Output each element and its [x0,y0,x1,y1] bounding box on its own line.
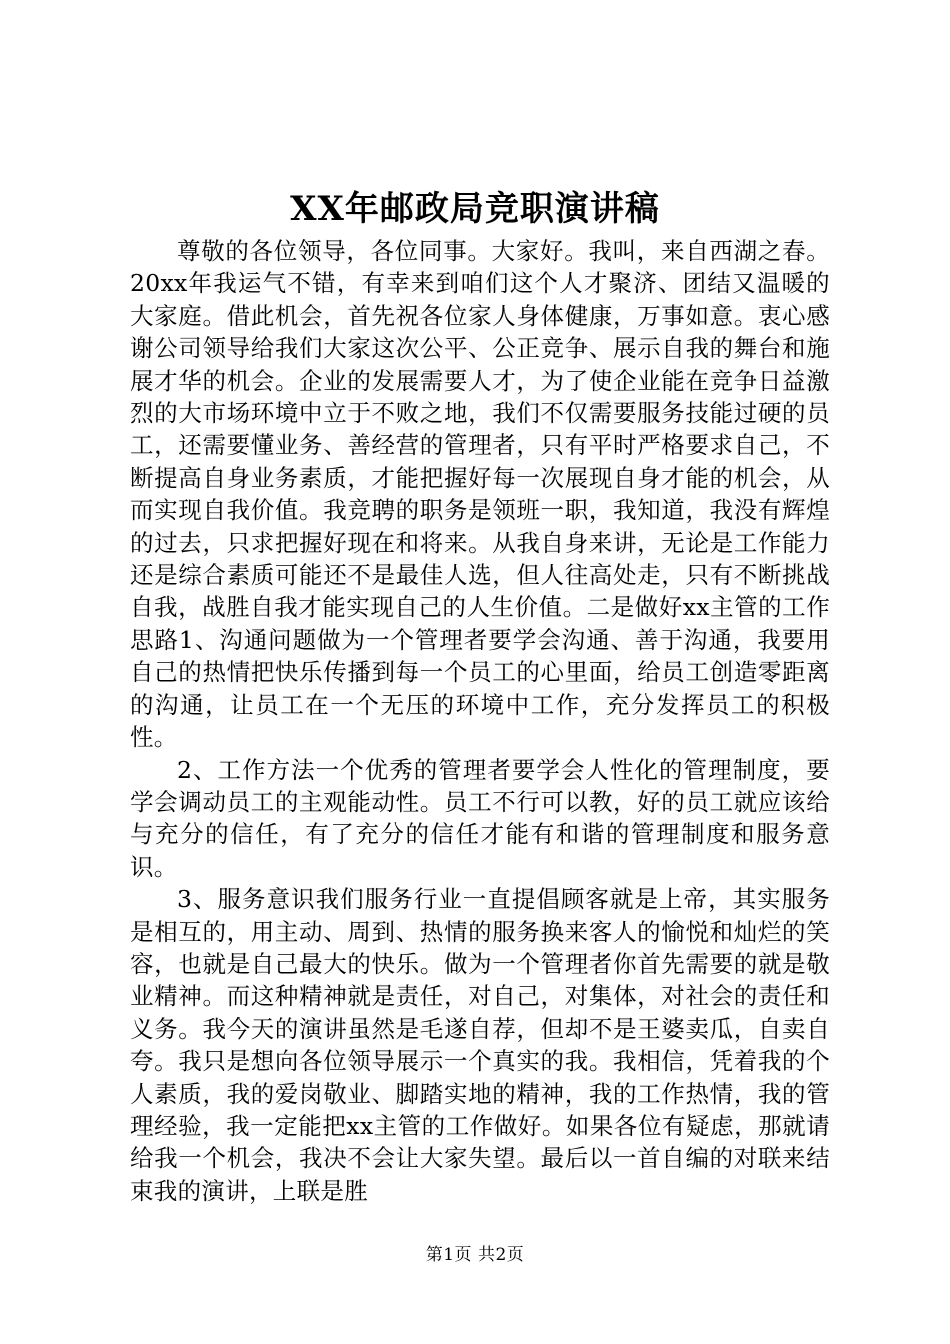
paragraph-3: 3、服务意识我们服务行业一直提倡顾客就是上帝，其实服务是相互的，用主动、周到、热情的服务换来客人的愉悦和灿烂的笑容，也就是自己最大的快乐。做为一个管理者你首先需要的就是敬业精神。而这种精神就是责任，对自己，对集体，对社会的责任和义务。我今天的演讲虽然是毛遂自荐，但却不是王婆卖瓜，自卖自夸。我只是想向各位领导展示一个真实的我。我相信，凭着我的个人素质，我的爱岗敬业、脚踏实地的精神，我的工作热情，我的管理经验，我一定能把xx主管的工作做好。如果各位有疑虑，那就请给我一个机会，我决不会让大家失望。最后以一首自编的对联来结束我的演讲，上联是胜 [130,885,830,1205]
document-body [130,235,830,1207]
document-title: XX年邮政局竞职演讲稿 [290,189,660,229]
paragraph-1: 尊敬的各位领导，各位同事。大家好。我叫，来自西湖之春。20xx年我运气不错，有幸来到咱们这个人才聚济、团结又温暖的大家庭。借此机会，首先祝各位家人身体健康，万事如意。衷心感谢公司领导给我们大家这次公平、公正竞争、展示自我的舞台和施展才华的机会。企业的发展需要人才，为了使企业能在竞争日益激烈的大市场环境中立于不败之地，我们不仅需要服务技能过硬的员工，还需要懂业务、善经营的管理者，只有平时严格要求自己，不断提高自身业务素质，才能把握好每一次展现自身才能的机会，从而实现自我价值。我竞聘的职务是领班一职，我知道，我没有辉煌的过去，只求把握好现在和将来。从我自身来讲，无论是工作能力还是综合素质可能还不是最佳人选，但人往高处走，只有不断挑战自我，战胜自我才能实现自己的人生价值。二是做好xx主管的工作思路1、沟通问题做为一个管理者要学会沟通、善于沟通，我要用自己的热情把快乐传播到每一个员工的心里面，给员工创造零距离的沟通，让员工在一个无压的环境中工作，充分发挥员工的积极性。 [130,237,830,752]
paragraph-2: 2、工作方法一个优秀的管理者要学会人性化的管理制度，要学会调动员工的主观能动性。员工不行可以教，好的员工就应该给与充分的信任，有了充分的信任才能有和谐的管理制度和服务意识。 [130,755,830,881]
page-number-footer: 第1页 共2页 [425,1245,525,1265]
